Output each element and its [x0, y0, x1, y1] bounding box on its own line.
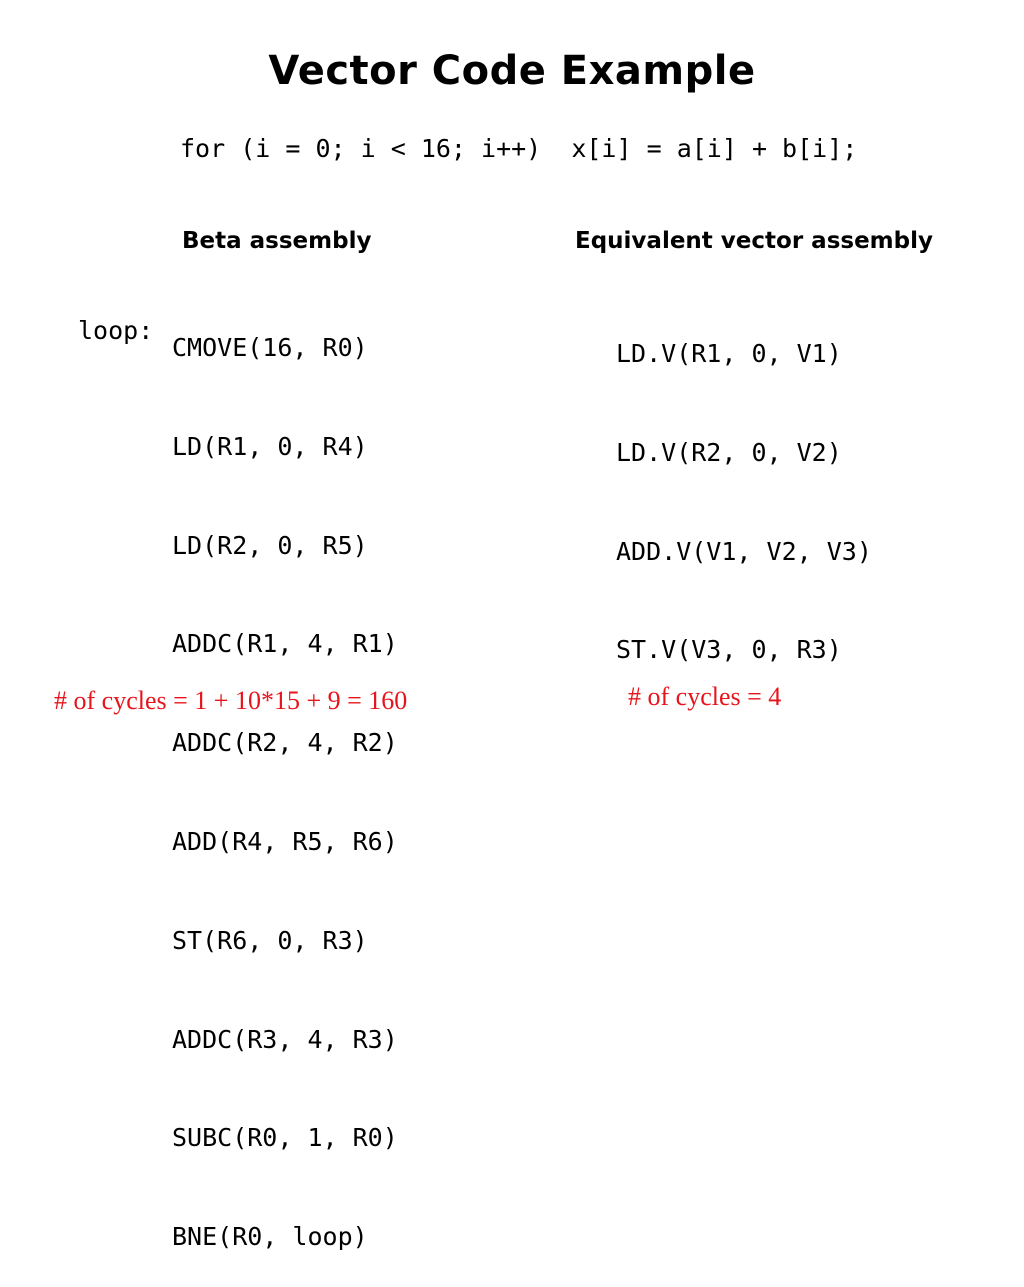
beta-assembly-heading: Beta assembly [182, 228, 372, 254]
vector-assembly-heading: Equivalent vector assembly [575, 228, 933, 254]
beta-assembly-listing [172, 270, 398, 1287]
beta-instruction: ADDC(R2, 4, R2) [172, 728, 398, 758]
beta-instruction: ADDC(R1, 4, R1) [172, 629, 398, 659]
beta-instruction: LD(R1, 0, R4) [172, 431, 368, 461]
beta-instruction: ADDC(R3, 4, R3) [172, 1024, 398, 1054]
beta-cycle-count: # of cycles = 1 + 10*15 + 9 = 160 [54, 686, 408, 715]
beta-instruction: ADD(R4, R5, R6) [172, 826, 398, 856]
loop-statement: for (i = 0; i < 16; i++) x[i] = a[i] + b[i]; [180, 134, 858, 163]
beta-instruction: CMOVE(16, R0) [172, 333, 368, 362]
vector-instruction: ADD.V(V1, V2, V3) [616, 536, 872, 566]
vector-instruction: LD.V(R2, 0, V2) [616, 437, 842, 467]
beta-instruction: ST(R6, 0, R3) [172, 925, 368, 955]
beta-instruction: BNE(R0, loop) [172, 1222, 368, 1252]
beta-instruction: SUBC(R0, 1, R0) [172, 1123, 398, 1153]
loop-label: loop: [78, 316, 154, 345]
vector-cycle-count: # of cycles = 4 [628, 682, 782, 711]
vector-instruction: LD.V(R1, 0, V1) [616, 339, 842, 368]
vector-instruction: ST.V(V3, 0, R3) [616, 635, 842, 665]
beta-instruction: LD(R2, 0, R5) [172, 530, 368, 560]
slide-title: Vector Code Example [268, 48, 756, 94]
vector-assembly-listing [616, 276, 872, 700]
